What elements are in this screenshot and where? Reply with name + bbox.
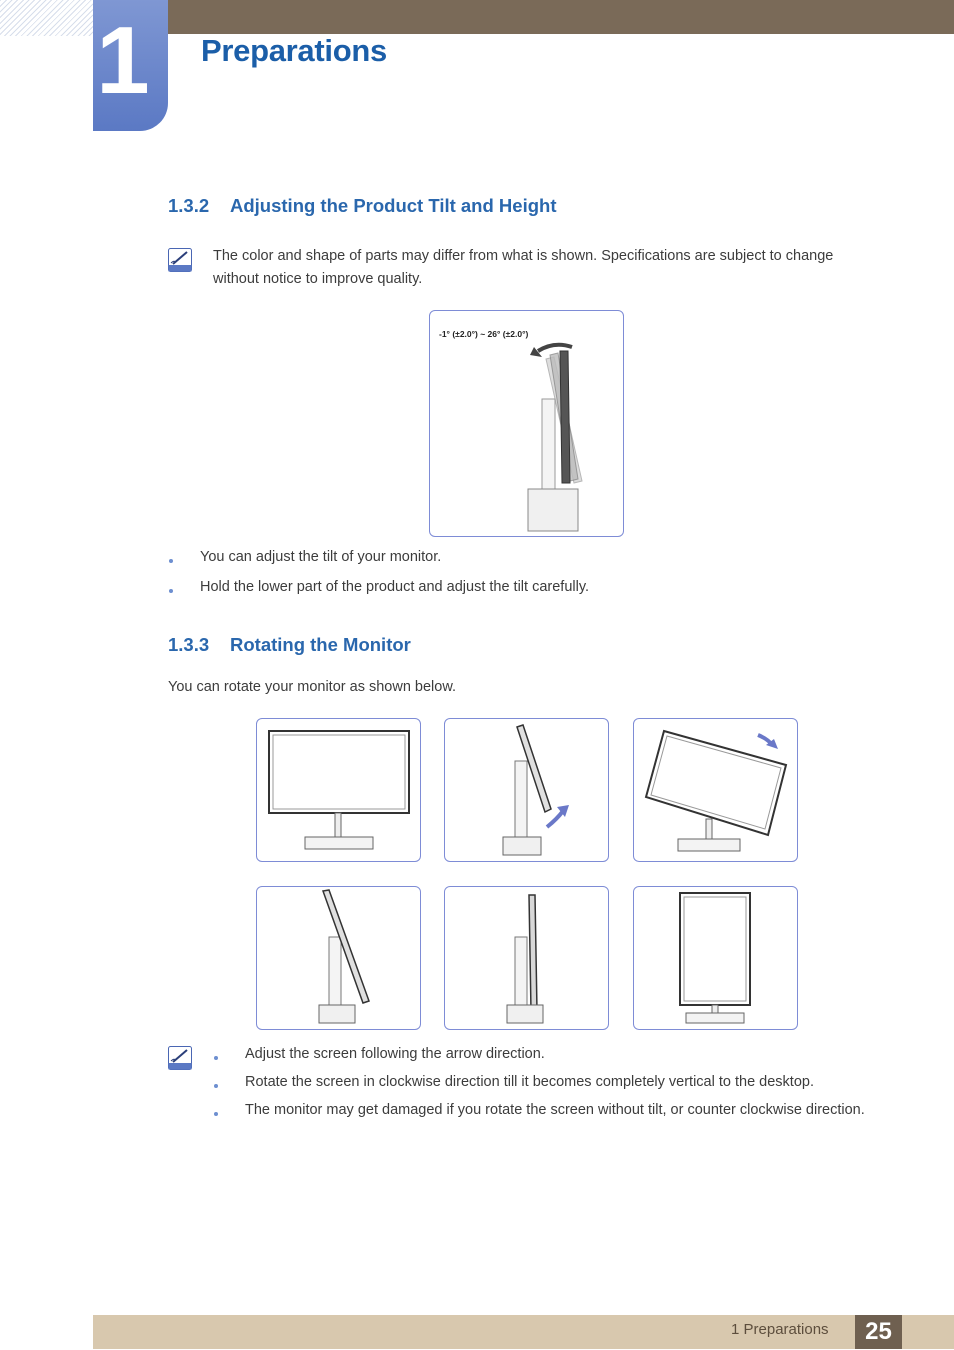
rotate-step-4-figure bbox=[256, 886, 421, 1030]
note-icon bbox=[168, 1046, 192, 1070]
rotate-step-2-figure bbox=[444, 718, 609, 862]
section-title: Rotating the Monitor bbox=[230, 634, 411, 655]
bullet-text: Adjust the screen following the arrow direction. bbox=[245, 1046, 545, 1062]
bullet-icon bbox=[214, 1112, 218, 1116]
bullet-icon bbox=[169, 559, 173, 563]
rotate-step-3-figure bbox=[633, 718, 798, 862]
rotate-step-1-figure bbox=[256, 718, 421, 862]
tilt-illustration bbox=[430, 311, 622, 535]
bullet-icon bbox=[169, 589, 173, 593]
note-text bbox=[213, 245, 893, 291]
rotate-intro: You can rotate your monitor as shown below. bbox=[168, 679, 457, 695]
tilt-angle-label: -1° (±2.0°) ~ 26° (±2.0°) bbox=[439, 329, 529, 339]
section-title: Adjusting the Product Tilt and Height bbox=[230, 195, 557, 216]
bullet-text: You can adjust the tilt of your monitor. bbox=[200, 549, 442, 565]
bullet-text: Rotate the screen in clockwise direction till it becomes completely vertical to the desktop. bbox=[245, 1074, 814, 1090]
section-heading-rotate bbox=[168, 634, 411, 656]
section-number: 1.3.3 bbox=[168, 634, 210, 655]
section-number: 1.3.2 bbox=[168, 195, 210, 216]
bullet-icon bbox=[214, 1056, 218, 1060]
bullet-text: Hold the lower part of the product and adjust the tilt carefully. bbox=[200, 579, 590, 595]
chapter-tab bbox=[93, 0, 168, 131]
rotate-step-5-figure bbox=[444, 886, 609, 1030]
header-bar bbox=[168, 0, 954, 34]
chapter-title: Preparations bbox=[201, 33, 387, 68]
note-icon bbox=[168, 248, 192, 272]
header-hatch-decoration bbox=[0, 0, 93, 36]
note-line: The color and shape of parts may differ from what is shown. Specifications are subject to change bbox=[213, 248, 834, 264]
bullet-icon bbox=[214, 1084, 218, 1088]
bullet-text: The monitor may get damaged if you rotate the screen without tilt, or counter clockwise direction. bbox=[245, 1102, 865, 1118]
note-line: without notice to improve quality. bbox=[213, 271, 423, 287]
page-number: 25 bbox=[855, 1315, 902, 1349]
footer-chapter-label: 1 Preparations bbox=[731, 1321, 829, 1338]
section-heading-tilt bbox=[168, 195, 556, 217]
rotate-step-6-figure bbox=[633, 886, 798, 1030]
chapter-number: 1 bbox=[96, 7, 150, 114]
tilt-figure bbox=[429, 310, 624, 537]
